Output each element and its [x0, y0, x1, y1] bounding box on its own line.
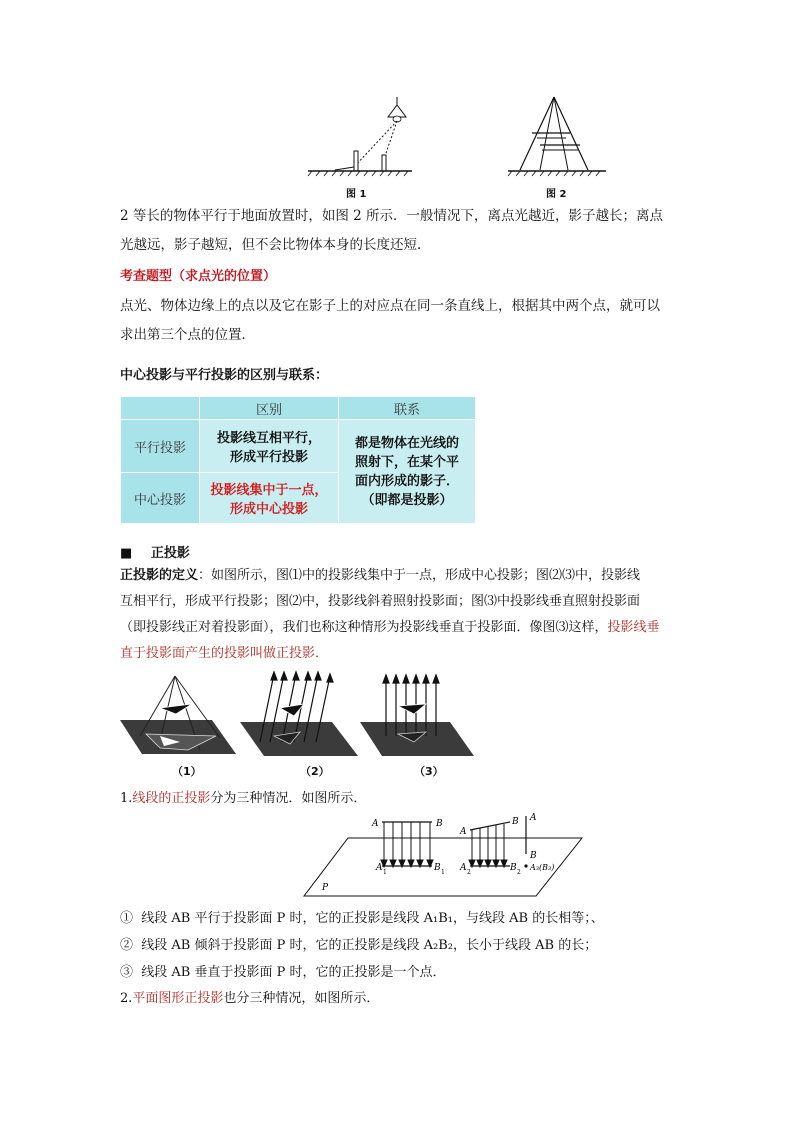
stick-right	[382, 155, 386, 171]
label-B-3: B	[530, 851, 537, 861]
table-row1-label: 平行投影	[121, 420, 200, 473]
label-A2: A	[460, 863, 467, 873]
link-line2: 照射下，在某个平	[354, 454, 459, 470]
case-2-text: 线段 AB 倾斜于投影面 P 时，它的正投影是线段 A₂B₂，长小于线段 AB 的长；	[141, 938, 598, 953]
case-2	[120, 932, 710, 959]
item2-prefix: 2.	[120, 991, 133, 1006]
table-row2-diff	[200, 473, 339, 524]
label-A-2: A	[460, 827, 467, 837]
table-row2-label: 中心投影	[121, 473, 200, 524]
row2-diff-line2: 形成中心投影	[229, 502, 308, 517]
para1-line1: 2 等长的物体平行于地面放置时，如图 2 所示．一般情况下，离点光越近，影子越长；离点	[120, 208, 664, 224]
para1-line2: 光越远，影子越短，但不会比物体本身的长度还短．	[120, 237, 431, 253]
definition-paragraph	[120, 563, 710, 667]
label-A1: A	[376, 863, 383, 873]
label-A3B3: A₃(B₃)	[530, 863, 555, 872]
fig3-caption-2: （2）	[300, 765, 330, 778]
item1-prefix: 1.	[120, 791, 133, 806]
table-corner	[121, 397, 200, 420]
link-line3: 面内形成的影子．	[354, 473, 459, 489]
fig1-caption: 图 1	[346, 189, 367, 200]
section-orthographic	[120, 542, 190, 561]
paragraph-collinear	[120, 292, 705, 350]
fig3-caption-1: （1）	[172, 765, 202, 778]
section-orthographic-title: 正投影	[150, 546, 190, 561]
figure-segment-projections	[300, 810, 590, 900]
definition-line3: （即投影线正对着投影面），我们也称这种情形为投影线垂直于投影面．像图⑶这样，	[120, 620, 608, 635]
link-line1: 都是物体在光线的	[354, 435, 459, 451]
row1-diff-line2: 形成平行投影	[229, 450, 308, 465]
section-title-comparison: 中心投影与平行投影的区别与联系：	[120, 368, 329, 383]
label-B2: B	[510, 863, 517, 873]
label-B1: B	[434, 863, 441, 873]
table-header-diff: 区别	[200, 397, 339, 420]
label-A-3: A	[530, 813, 537, 823]
case-2-mark: ②	[120, 938, 134, 953]
label-B2-sub: 2	[517, 869, 521, 876]
label-A1-sub: 1	[383, 869, 387, 876]
label-P: P	[322, 883, 329, 893]
para2-line2: 求出第三个点的位置．	[120, 327, 255, 343]
plane-2	[240, 722, 358, 756]
figure-orthographic-projection	[360, 672, 476, 762]
cases-list	[120, 905, 710, 986]
figure-triangle-shadow	[502, 93, 612, 188]
label-B-2: B	[512, 817, 519, 827]
link-line4: （即都是投影）	[361, 492, 453, 508]
fig3-caption-3: （3）	[414, 765, 444, 778]
item2-rest: 也分三种情况，如图所示．	[223, 991, 380, 1006]
definition-line2: 互相平行，形成平行投影；图⑵中，投影线斜着照射投影面；图⑶中投影线垂直照射投影面	[120, 594, 641, 609]
label-B-1: B	[436, 819, 443, 829]
comparison-table	[120, 396, 476, 524]
figure-oblique-projection	[240, 668, 360, 763]
item1-line	[120, 787, 366, 806]
item2-red: 平面图形正投影	[132, 991, 224, 1006]
table-row1-diff	[200, 420, 339, 473]
para2-line1: 点光、物体边缘上的点以及它在影子上的对应点在同一条直线上，根据其中两个点，就可以	[120, 298, 660, 314]
table-header-link: 联系	[339, 397, 476, 420]
definition-line4-red: 直于投影面产生的投影叫做正投影．	[120, 646, 329, 661]
section-title-find-light: 考查题型（求点光的位置）	[120, 269, 277, 284]
paragraph-light-distance	[120, 202, 705, 260]
case-1-mark: ①	[120, 911, 134, 926]
stick-left	[354, 151, 358, 171]
case-1-text: 线段 AB 平行于投影面 P 时，它的正投影是线段 A₁B₁，与线段 AB 的长相等；、	[141, 911, 604, 926]
case-3	[120, 959, 710, 986]
bullet-square: ■	[120, 546, 133, 561]
figure-central-projection	[120, 672, 238, 762]
item1-red: 线段的正投影	[132, 791, 211, 806]
lamp-shade	[388, 105, 406, 117]
case-1	[120, 905, 710, 932]
definition-line1: ：如图所示，图⑴中的投影线集中于一点，形成中心投影；图⑵⑶中，投影线	[198, 568, 641, 583]
triangle-3	[398, 704, 426, 714]
fig2-caption: 图 2	[546, 189, 567, 200]
case-3-mark: ③	[120, 965, 134, 980]
label-A2-sub: 2	[467, 869, 471, 876]
definition-line3-red: 投影线垂	[607, 620, 660, 635]
label-B1-sub: 1	[441, 869, 445, 876]
item1-rest: 分为三种情况．如图所示．	[210, 791, 367, 806]
row2-diff-line1: 投影线集中于一点，	[210, 483, 328, 498]
table-link-cell	[339, 420, 476, 524]
item2-line	[120, 987, 379, 1006]
case-3-text: 线段 AB 垂直于投影面 P 时，它的正投影是一个点．	[141, 965, 446, 980]
definition-term: 正投影的定义	[120, 568, 199, 583]
row1-diff-line1: 投影线互相平行，	[216, 431, 321, 446]
label-A-1: A	[372, 819, 379, 829]
